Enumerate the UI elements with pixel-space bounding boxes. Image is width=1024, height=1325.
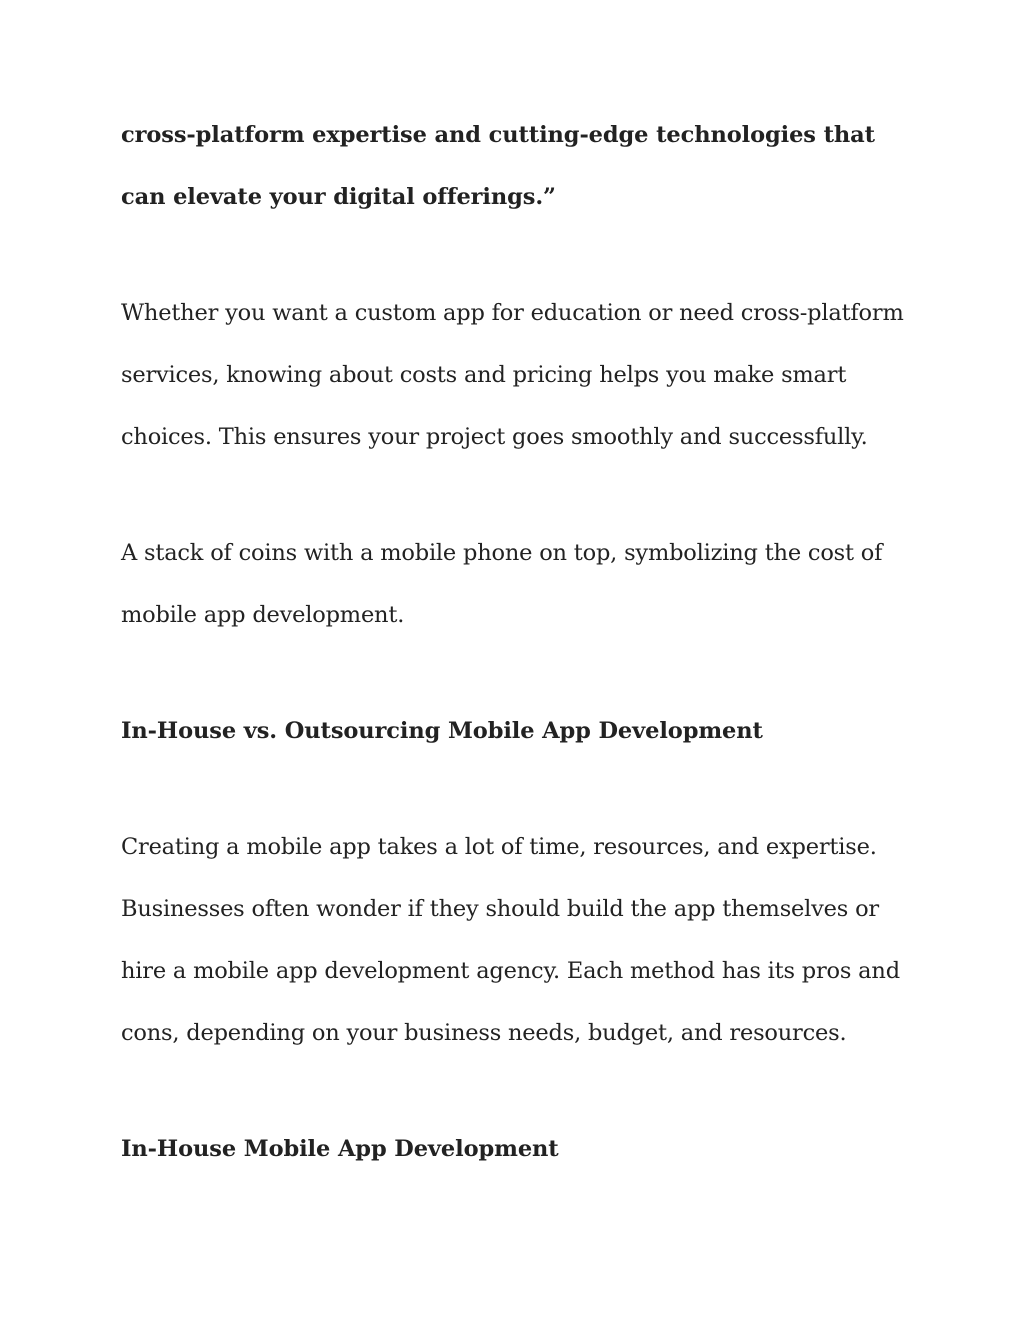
- paragraph-line: services, knowing about costs and pricing helps you make smart: [121, 362, 847, 388]
- caption-line: mobile app development.: [121, 602, 405, 628]
- quote-line: can elevate your digital offerings.”: [121, 184, 556, 210]
- paragraph-line: Creating a mobile app takes a lot of time, resources, and expertise.: [121, 834, 877, 860]
- paragraph-line: cons, depending on your business needs, budget, and resources.: [121, 1020, 847, 1046]
- quote-line: cross-platform expertise and cutting-edge technologies that: [121, 122, 875, 148]
- paragraph-line: Businesses often wonder if they should build the app themselves or: [121, 896, 879, 922]
- paragraph-line: hire a mobile app development agency. Each method has its pros and: [121, 958, 900, 984]
- caption-line: A stack of coins with a mobile phone on top, symbolizing the cost of: [121, 540, 883, 566]
- section-heading-inhouse-vs-outsourcing: In-House vs. Outsourcing Mobile App Development: [121, 718, 763, 744]
- paragraph-line: Whether you want a custom app for education or need cross-platform: [121, 300, 904, 326]
- paragraph-line: choices. This ensures your project goes smoothly and successfully.: [121, 424, 868, 450]
- section-heading-inhouse: In-House Mobile App Development: [121, 1136, 559, 1162]
